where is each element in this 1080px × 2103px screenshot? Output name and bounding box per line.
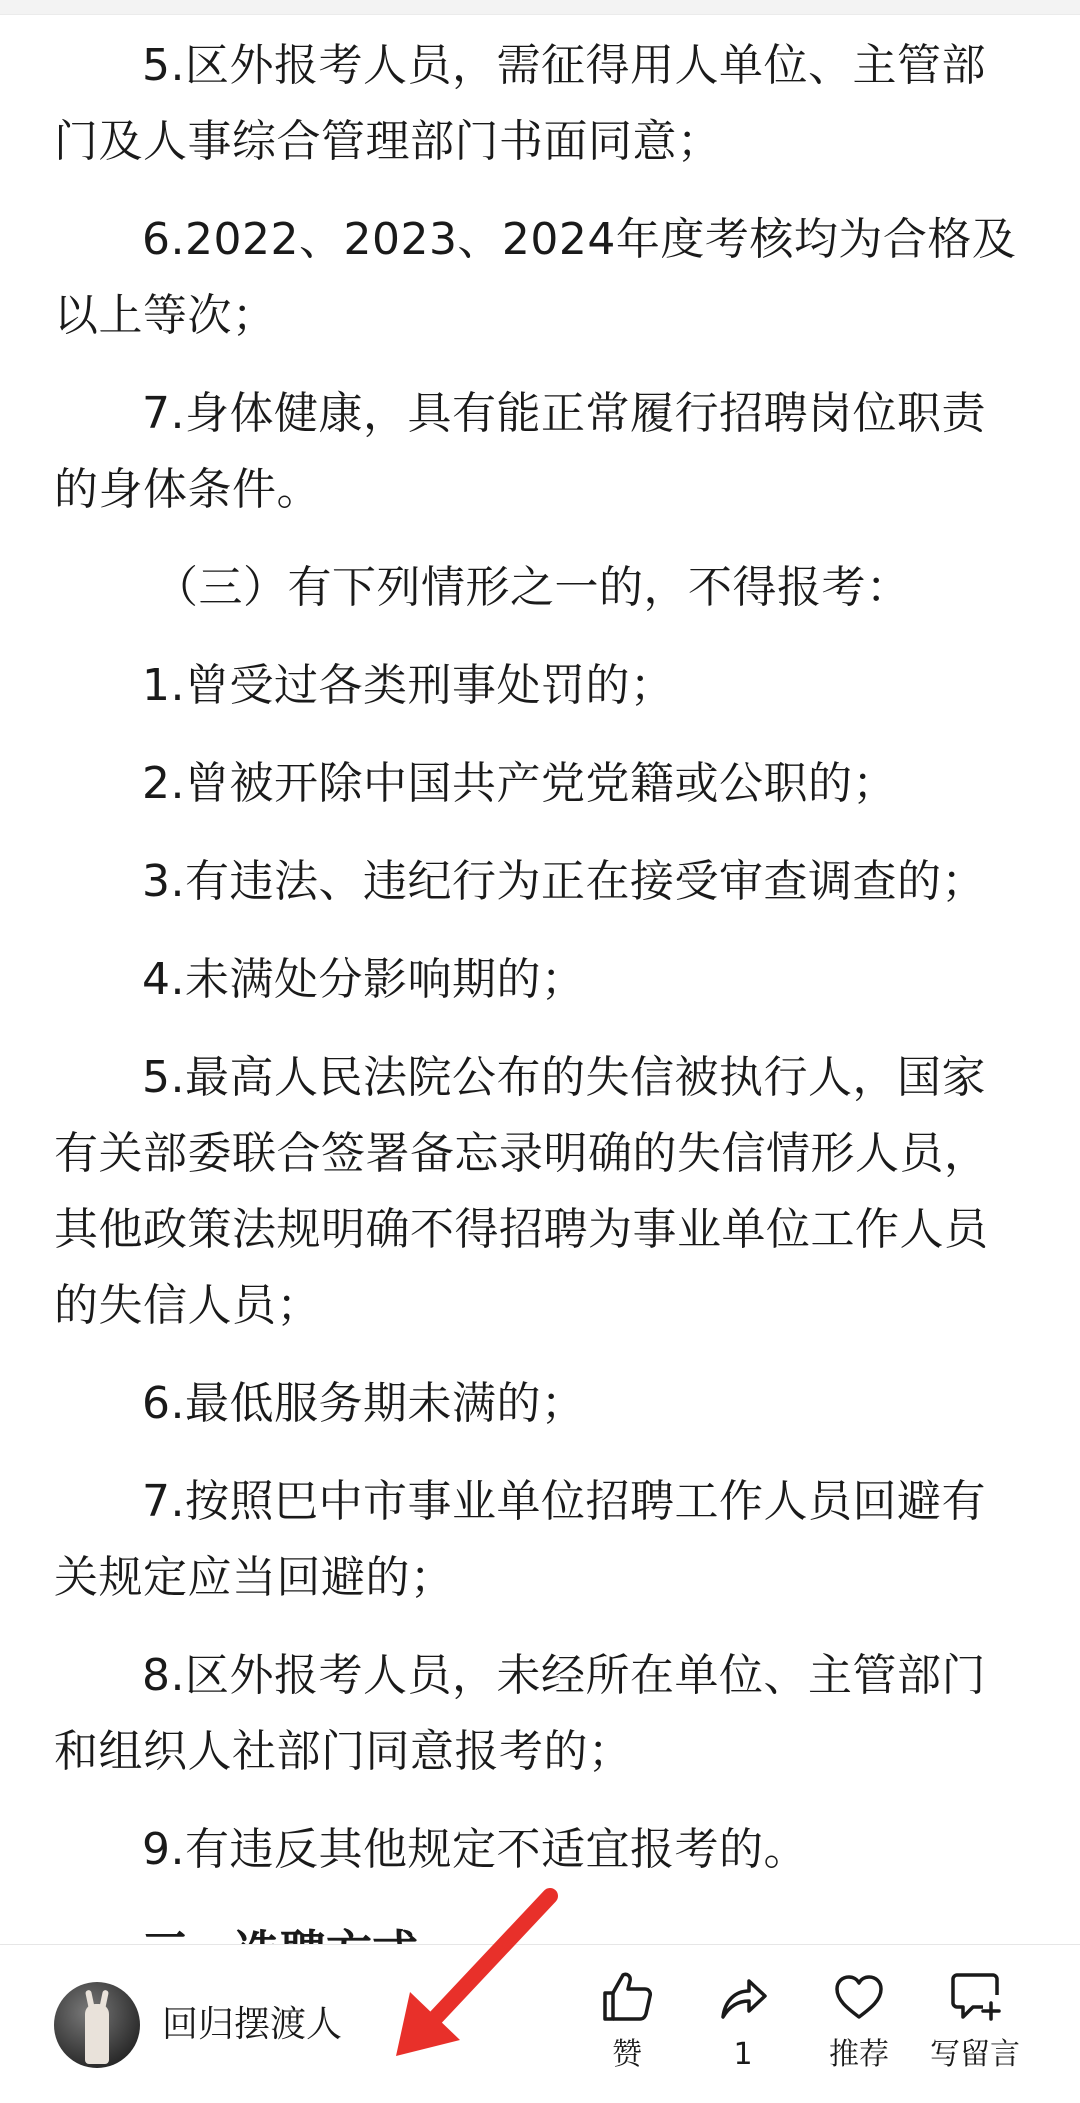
recommend-button[interactable] xyxy=(804,1969,914,2089)
article-paragraph: 8.区外报考人员，未经所在单位、主管部门和组织人社部门同意报考的； xyxy=(54,1650,986,1777)
article-paragraph: 2.曾被开除中国共产党党籍或公职的； xyxy=(142,758,897,809)
red-annotation-arrow-icon xyxy=(380,1880,570,2070)
author-name[interactable]: 回归摆渡人 xyxy=(162,2004,343,2045)
like-button[interactable] xyxy=(572,1969,682,2089)
top-divider xyxy=(0,0,1080,15)
thumbs-up-icon xyxy=(599,1969,655,2025)
article-paragraph: 1.曾受过各类刑事处罚的； xyxy=(142,660,675,711)
article-paragraph: 4.未满处分影响期的； xyxy=(142,954,586,1005)
article-paragraph: 9.有违反其他规定不适宜报考的。 xyxy=(142,1824,808,1875)
write-comment-button[interactable] xyxy=(920,1969,1030,2089)
article-body xyxy=(54,28,1026,1910)
comment-label: 写留言 xyxy=(930,2037,1020,2072)
share-button[interactable] xyxy=(688,1969,798,2089)
share-arrow-icon xyxy=(715,1969,771,2025)
comment-plus-icon xyxy=(947,1969,1003,2025)
article-paragraph: 7.身体健康，具有能正常履行招聘岗位职责的身体条件。 xyxy=(54,388,986,515)
avatar-figure xyxy=(85,2004,109,2064)
heart-icon xyxy=(831,1969,887,2025)
recommend-label: 推荐 xyxy=(829,2037,889,2072)
article-paragraph: 5.区外报考人员，需征得用人单位、主管部门及人事综合管理部门书面同意； xyxy=(54,40,986,167)
author-avatar[interactable] xyxy=(54,1982,140,2068)
like-label: 赞 xyxy=(612,2037,642,2072)
section-subheading: （三）有下列情形之一的，不得报考： xyxy=(154,562,911,613)
article-paragraph: 7.按照巴中市事业单位招聘工作人员回避有关规定应当回避的； xyxy=(54,1476,986,1603)
article-paragraph: 3.有违法、违纪行为正在接受审查调查的； xyxy=(142,856,986,907)
article-paragraph: 5.最高人民法院公布的失信被执行人，国家有关部委联合签署备忘录明确的失信情形人员，其他政策法规明确不得招聘为事业单位工作人员的失信人员； xyxy=(54,1052,989,1331)
article-paragraph: 6.2022、2023、2024年度考核均为合格及以上等次； xyxy=(54,214,1017,341)
article-paragraph: 6.最低服务期未满的； xyxy=(142,1378,586,1429)
share-count: 1 xyxy=(733,2037,753,2072)
